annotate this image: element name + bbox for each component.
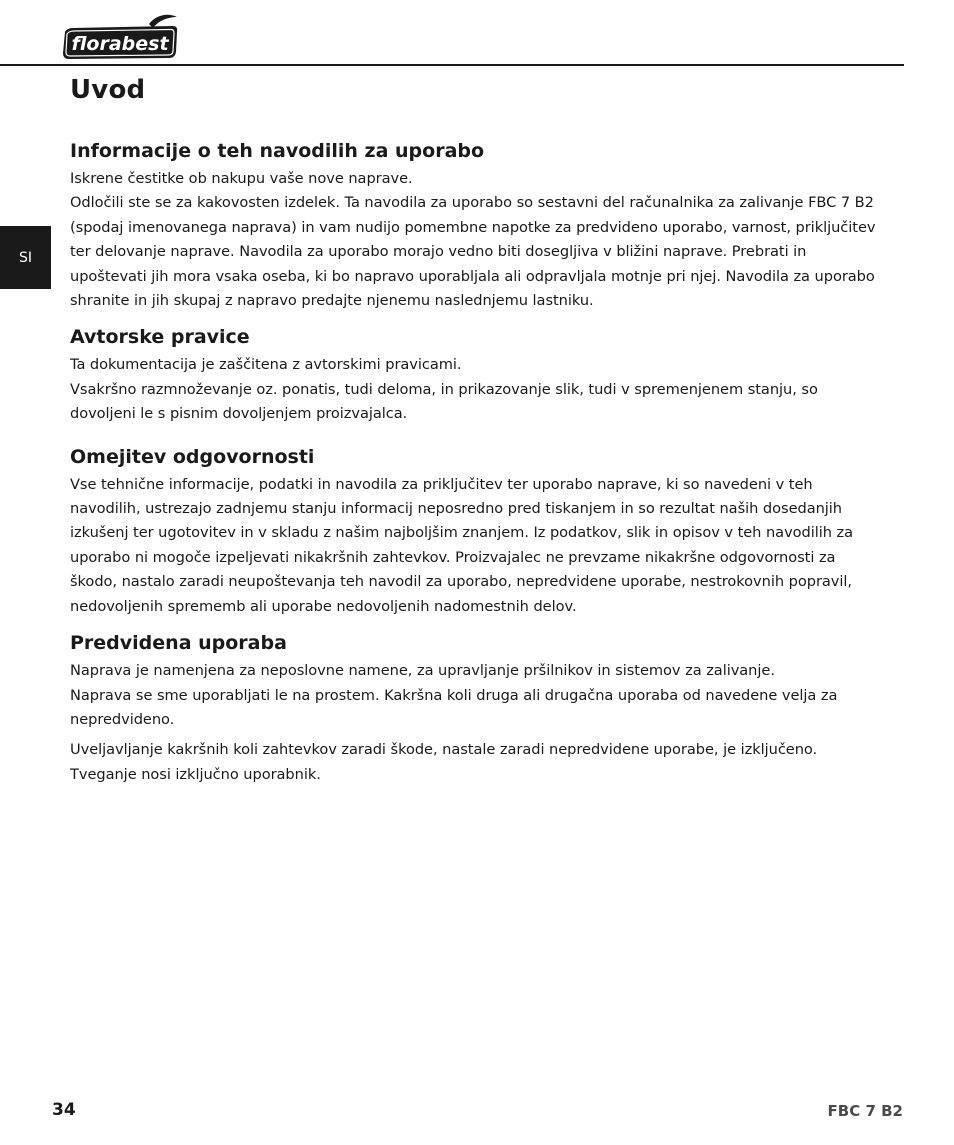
page-title: Uvod xyxy=(70,75,146,105)
section-manual-info xyxy=(70,139,886,313)
logo-wordmark: florabest xyxy=(71,33,169,55)
model-number: FBC 7 B2 xyxy=(827,1102,903,1120)
section-paragraph: Iskrene čestitke ob nakupu vaše nove naprave. Odločili ste se za kakovosten izdelek. Ta navodila za uporabo so sestavni del računalnika za zalivanje FBC 7 B2 (spodaj imenovanega naprava) in vam nudijo pomembne napotke za predvideno uporabo, varnost, priključitev ter delovanje naprave. Navodila za uporabo morajo vedno biti dosegljiva v bližini naprave. Prebrati in upoštevati jih mora vsaka oseba, ki bo napravo uporabljala ali odpravljala motnje pri njej. Navodila za uporabo shranite in jih skupaj z napravo predajte njenemu naslednjemu lastniku. xyxy=(70,170,876,310)
section-paragraph: Ta dokumentacija je zaščitena z avtorskimi pravicami. Vsakršno razmnoževanje oz. ponatis, tudi deloma, in prikazovanje slik, tudi v spremenjenem stanju, so dovoljeni le s pisnim dovoljenjem proizvajalca. xyxy=(70,356,818,423)
section-heading: Informacije o teh navodilih za uporabo xyxy=(70,140,485,162)
language-tab-label: SI xyxy=(18,249,32,266)
section-heading: Avtorske pravice xyxy=(70,326,250,349)
header-divider xyxy=(0,64,904,66)
section-heading: Predvidena uporaba xyxy=(70,632,287,655)
section-paragraph: Uveljavljanje kakršnih koli zahtevkov zaradi škode, nastale zaradi nepredvidene uporabe, je izključeno. Tveganje nosi izključno uporabnik. xyxy=(70,741,818,783)
main-content xyxy=(70,72,886,799)
florabest-logo-graphic xyxy=(61,14,179,60)
florabest-logo xyxy=(61,14,179,60)
section-liability xyxy=(70,445,886,619)
language-tab xyxy=(0,226,51,289)
section-heading: Omejitev odgovornosti xyxy=(70,445,315,468)
section-paragraph: Naprava je namenjena za neposlovne namene, za upravljanje pršilnikov in sistemov za zalivanje. Naprava se sme uporabljati le na prostem. Kakršna koli druga ali drugačna uporaba od navedene velja za nepredvideno. xyxy=(70,662,838,728)
page-number: 34 xyxy=(52,1100,76,1120)
section-paragraph: Vse tehnične informacije, podatki in navodila za priključitev ter uporabo naprave, ki so navedeni v teh navodilih, ustrezajo zadnjemu stanju informacij neposredno pred tiskanjem in so rezultat naših dosedanjih izkušenj ter ugotovitev in v skladu z našim najboljšim znanjem. Iz podatkov, slik in opisov v teh navodilih za uporabo ni mogoče izpeljevati nikakršnih zahtevkov. Proizvajalec ne prevzame nikakršne odgovornosti za škodo, nastalo zaradi neupoštevanja teh navodil za uporabo, nepredvidene uporabe, nestrokovnih popravil, nedovoljenih sprememb ali uporabe nedovoljenih nadomestnih delov. xyxy=(70,475,854,615)
section-copyright xyxy=(70,325,886,426)
section-intended-use xyxy=(70,631,886,787)
